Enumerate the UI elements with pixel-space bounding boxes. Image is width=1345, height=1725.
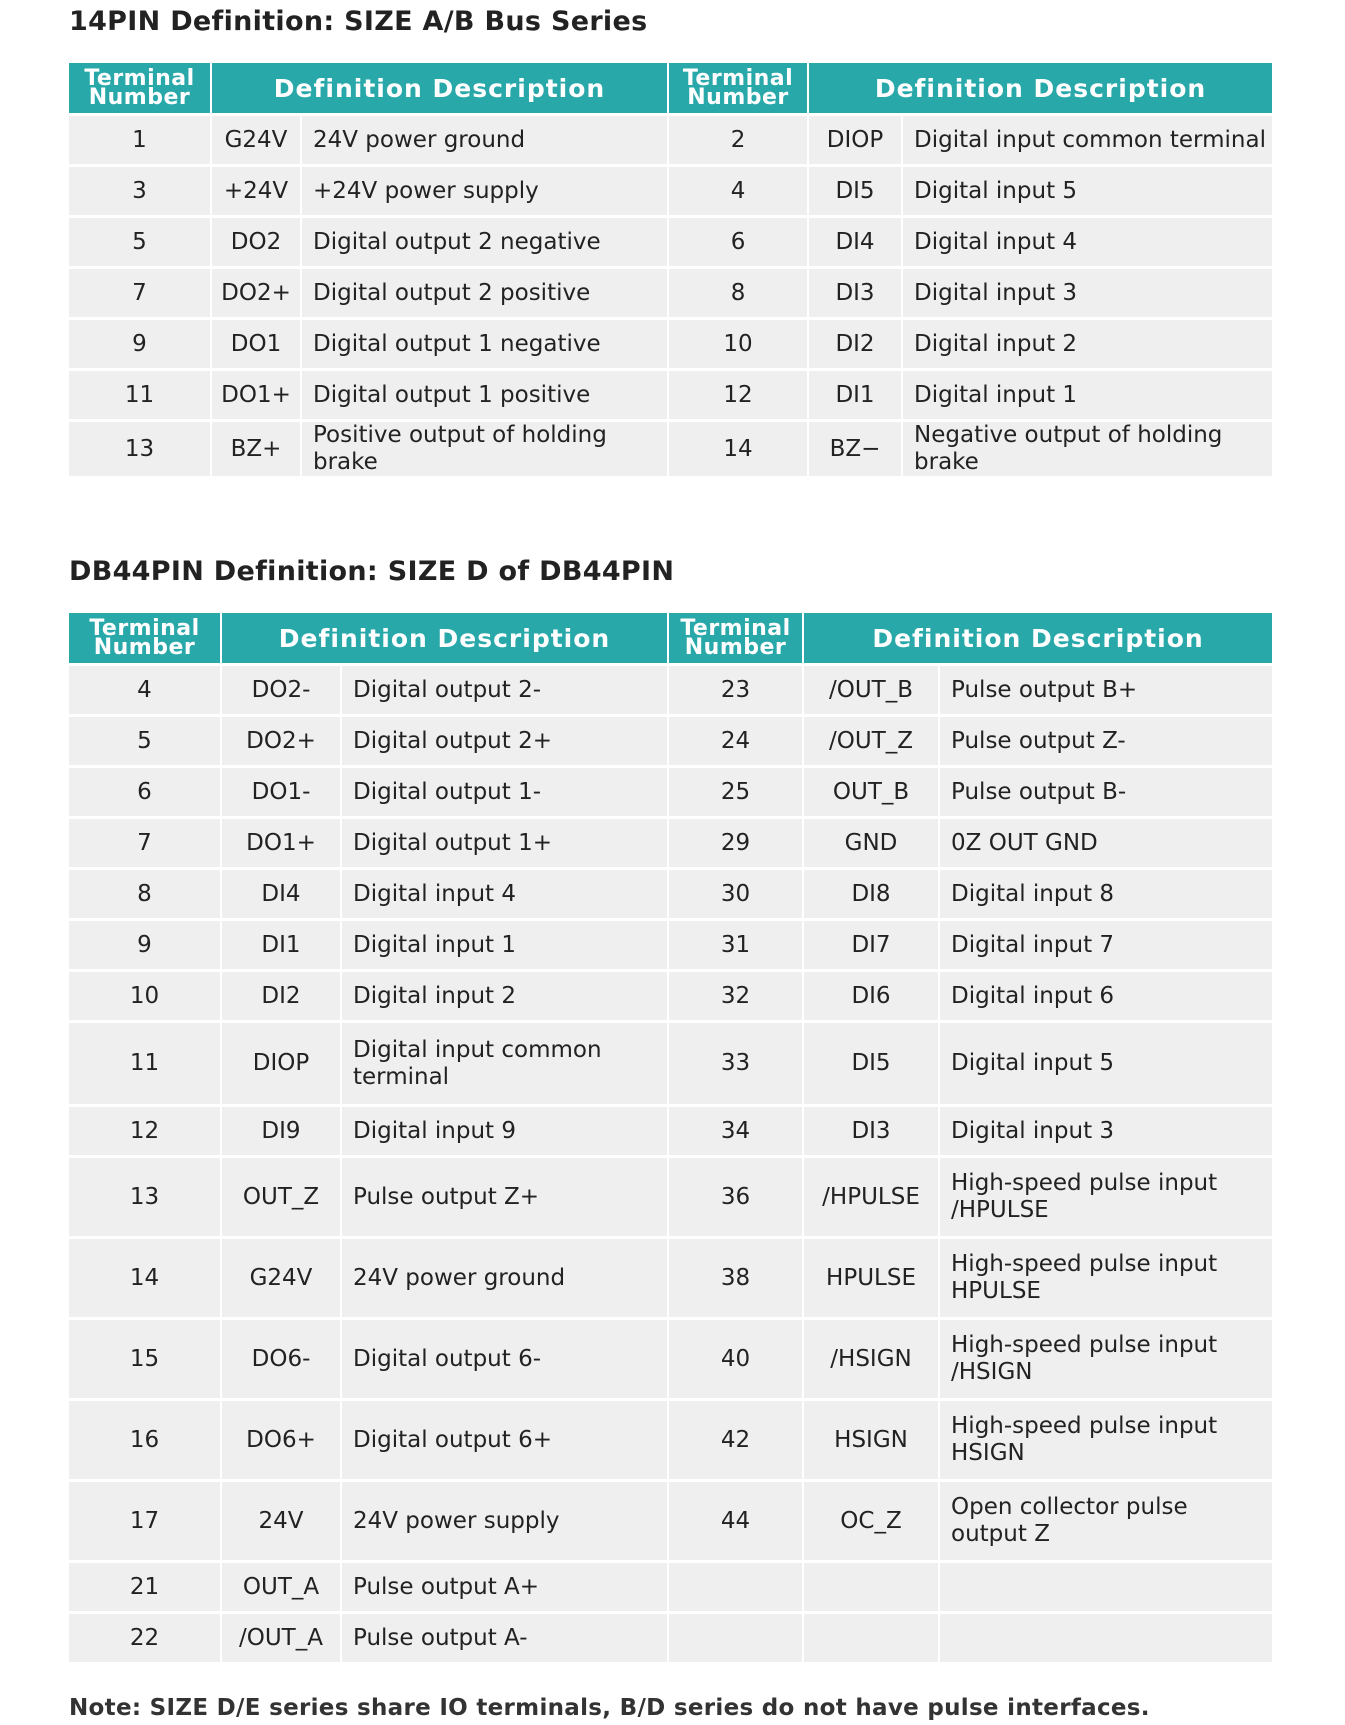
description-cell: Positive output of holding brake bbox=[301, 421, 668, 477]
description-cell: 24V power ground bbox=[301, 115, 668, 166]
table-row bbox=[69, 665, 1272, 716]
description-cell: Digital input 5 bbox=[902, 166, 1272, 217]
description-cell: Digital output 2 negative bbox=[301, 217, 668, 268]
terminal-number-cell: 31 bbox=[668, 920, 803, 971]
section-title-14pin: 14PIN Definition: SIZE A/B Bus Series bbox=[69, 6, 648, 37]
description-cell: High-speed pulse input /HSIGN bbox=[939, 1319, 1272, 1400]
description-cell: Digital input 1 bbox=[341, 920, 668, 971]
signal-name-cell: DI8 bbox=[803, 869, 939, 920]
signal-name-cell: 24V bbox=[221, 1481, 341, 1562]
signal-name-cell: DO2- bbox=[221, 665, 341, 716]
table-row bbox=[69, 268, 1272, 319]
table-row bbox=[69, 1106, 1272, 1157]
terminal-number-cell: 12 bbox=[69, 1106, 221, 1157]
description-cell: 24V power ground bbox=[341, 1238, 668, 1319]
description-cell: Digital output 2+ bbox=[341, 716, 668, 767]
description-cell: Digital input 4 bbox=[341, 869, 668, 920]
signal-name-cell: DI5 bbox=[803, 1022, 939, 1106]
signal-name-cell: DI9 bbox=[221, 1106, 341, 1157]
description-cell: Digital output 1 negative bbox=[301, 319, 668, 370]
table-row bbox=[69, 1613, 1272, 1663]
terminal-number-cell: 2 bbox=[668, 115, 808, 166]
description-cell: Digital input 2 bbox=[902, 319, 1272, 370]
terminal-number-cell: 14 bbox=[668, 421, 808, 477]
table-row bbox=[69, 1319, 1272, 1400]
header-definition-description: Definition Description bbox=[808, 63, 1272, 115]
signal-name-cell: DI4 bbox=[808, 217, 902, 268]
signal-name-cell: DO1+ bbox=[221, 818, 341, 869]
terminal-number-cell: 38 bbox=[668, 1238, 803, 1319]
footnote: Note: SIZE D/E series share IO terminals, B/D series do not have pulse interfaces. bbox=[69, 1695, 1150, 1721]
description-cell: Pulse output A- bbox=[341, 1613, 668, 1663]
description-cell: Digital input 8 bbox=[939, 869, 1272, 920]
table-row bbox=[69, 1238, 1272, 1319]
signal-name-cell: DO1 bbox=[211, 319, 301, 370]
terminal-number-cell: 30 bbox=[668, 869, 803, 920]
terminal-number-cell: 6 bbox=[69, 767, 221, 818]
terminal-number-cell: 34 bbox=[668, 1106, 803, 1157]
terminal-number-cell: 3 bbox=[69, 166, 211, 217]
signal-name-cell: HSIGN bbox=[803, 1400, 939, 1481]
description-cell: Digital input 3 bbox=[902, 268, 1272, 319]
table-row bbox=[69, 319, 1272, 370]
terminal-number-cell: 8 bbox=[668, 268, 808, 319]
pin-table-db44pin bbox=[69, 613, 1272, 1662]
terminal-number-cell: 7 bbox=[69, 268, 211, 319]
terminal-number-cell: 10 bbox=[69, 971, 221, 1022]
header-definition-description: Definition Description bbox=[211, 63, 668, 115]
terminal-number-cell: 4 bbox=[69, 665, 221, 716]
description-cell: Digital output 1- bbox=[341, 767, 668, 818]
description-cell: High-speed pulse input HPULSE bbox=[939, 1238, 1272, 1319]
terminal-number-cell: 42 bbox=[668, 1400, 803, 1481]
table-row bbox=[69, 767, 1272, 818]
description-cell: Digital input common terminal bbox=[902, 115, 1272, 166]
signal-name-cell: DO1- bbox=[221, 767, 341, 818]
terminal-number-cell: 10 bbox=[668, 319, 808, 370]
terminal-number-cell: 33 bbox=[668, 1022, 803, 1106]
description-cell: Digital input 2 bbox=[341, 971, 668, 1022]
terminal-number-cell: 5 bbox=[69, 716, 221, 767]
terminal-number-cell: 14 bbox=[69, 1238, 221, 1319]
signal-name-cell: /OUT_A bbox=[221, 1613, 341, 1663]
signal-name-cell: DI2 bbox=[221, 971, 341, 1022]
header-terminal-number: Terminal Number bbox=[69, 613, 221, 665]
signal-name-cell: DO6- bbox=[221, 1319, 341, 1400]
description-cell: Pulse output B+ bbox=[939, 665, 1272, 716]
signal-name-cell bbox=[803, 1562, 939, 1613]
terminal-number-cell: 4 bbox=[668, 166, 808, 217]
terminal-number-cell: 29 bbox=[668, 818, 803, 869]
description-cell: Pulse output Z- bbox=[939, 716, 1272, 767]
terminal-number-cell: 44 bbox=[668, 1481, 803, 1562]
section-title-db44pin: DB44PIN Definition: SIZE D of DB44PIN bbox=[69, 556, 675, 587]
description-cell: 24V power supply bbox=[341, 1481, 668, 1562]
terminal-number-cell: 16 bbox=[69, 1400, 221, 1481]
description-cell: Digital input 7 bbox=[939, 920, 1272, 971]
table-row bbox=[69, 217, 1272, 268]
signal-name-cell: DO2+ bbox=[221, 716, 341, 767]
signal-name-cell: DI2 bbox=[808, 319, 902, 370]
description-cell: Pulse output Z+ bbox=[341, 1157, 668, 1238]
description-cell: Open collector pulse output Z bbox=[939, 1481, 1272, 1562]
description-cell bbox=[939, 1613, 1272, 1663]
signal-name-cell: G24V bbox=[211, 115, 301, 166]
table-row bbox=[69, 421, 1272, 477]
description-cell: Digital output 6+ bbox=[341, 1400, 668, 1481]
signal-name-cell: G24V bbox=[221, 1238, 341, 1319]
terminal-number-cell: 13 bbox=[69, 1157, 221, 1238]
signal-name-cell: OUT_Z bbox=[221, 1157, 341, 1238]
description-cell: Digital output 2- bbox=[341, 665, 668, 716]
table-row bbox=[69, 166, 1272, 217]
terminal-number-cell bbox=[668, 1613, 803, 1663]
table-row bbox=[69, 869, 1272, 920]
signal-name-cell: DI6 bbox=[803, 971, 939, 1022]
signal-name-cell: DI3 bbox=[808, 268, 902, 319]
description-cell: +24V power supply bbox=[301, 166, 668, 217]
table-row bbox=[69, 115, 1272, 166]
table-row bbox=[69, 1022, 1272, 1106]
signal-name-cell: DO2 bbox=[211, 217, 301, 268]
terminal-number-cell: 7 bbox=[69, 818, 221, 869]
signal-name-cell: OC_Z bbox=[803, 1481, 939, 1562]
terminal-number-cell: 9 bbox=[69, 319, 211, 370]
description-cell: Digital input 5 bbox=[939, 1022, 1272, 1106]
description-cell: 0Z OUT GND bbox=[939, 818, 1272, 869]
signal-name-cell: BZ+ bbox=[211, 421, 301, 477]
description-cell: Pulse output A+ bbox=[341, 1562, 668, 1613]
terminal-number-cell: 13 bbox=[69, 421, 211, 477]
signal-name-cell: DI5 bbox=[808, 166, 902, 217]
terminal-number-cell: 25 bbox=[668, 767, 803, 818]
terminal-number-cell: 32 bbox=[668, 971, 803, 1022]
signal-name-cell: DIOP bbox=[808, 115, 902, 166]
signal-name-cell: DO2+ bbox=[211, 268, 301, 319]
signal-name-cell: /HSIGN bbox=[803, 1319, 939, 1400]
terminal-number-cell: 5 bbox=[69, 217, 211, 268]
terminal-number-cell: 21 bbox=[69, 1562, 221, 1613]
signal-name-cell: DI7 bbox=[803, 920, 939, 971]
description-cell: Digital output 6- bbox=[341, 1319, 668, 1400]
signal-name-cell: DIOP bbox=[221, 1022, 341, 1106]
signal-name-cell: /OUT_B bbox=[803, 665, 939, 716]
terminal-number-cell: 24 bbox=[668, 716, 803, 767]
signal-name-cell: OUT_A bbox=[221, 1562, 341, 1613]
terminal-number-cell: 1 bbox=[69, 115, 211, 166]
terminal-number-cell: 8 bbox=[69, 869, 221, 920]
table-row bbox=[69, 818, 1272, 869]
terminal-number-cell: 22 bbox=[69, 1613, 221, 1663]
signal-name-cell: OUT_B bbox=[803, 767, 939, 818]
signal-name-cell: DI4 bbox=[221, 869, 341, 920]
terminal-number-cell: 23 bbox=[668, 665, 803, 716]
description-cell: Digital input 4 bbox=[902, 217, 1272, 268]
description-cell: Digital input 1 bbox=[902, 370, 1272, 421]
table-body bbox=[69, 665, 1272, 1663]
signal-name-cell: /OUT_Z bbox=[803, 716, 939, 767]
header-definition-description: Definition Description bbox=[221, 613, 668, 665]
description-cell: Digital output 1+ bbox=[341, 818, 668, 869]
table-header-row bbox=[69, 63, 1272, 115]
signal-name-cell: DO6+ bbox=[221, 1400, 341, 1481]
signal-name-cell bbox=[803, 1613, 939, 1663]
header-terminal-number: Terminal Number bbox=[668, 63, 808, 115]
terminal-number-cell: 17 bbox=[69, 1481, 221, 1562]
signal-name-cell: /HPULSE bbox=[803, 1157, 939, 1238]
table-row bbox=[69, 971, 1272, 1022]
signal-name-cell: DO1+ bbox=[211, 370, 301, 421]
terminal-number-cell bbox=[668, 1562, 803, 1613]
terminal-number-cell: 15 bbox=[69, 1319, 221, 1400]
signal-name-cell: GND bbox=[803, 818, 939, 869]
description-cell: Digital input 9 bbox=[341, 1106, 668, 1157]
description-cell: Digital input 6 bbox=[939, 971, 1272, 1022]
description-cell: Digital output 1 positive bbox=[301, 370, 668, 421]
terminal-number-cell: 11 bbox=[69, 370, 211, 421]
terminal-number-cell: 36 bbox=[668, 1157, 803, 1238]
table-row bbox=[69, 920, 1272, 971]
table-header-row bbox=[69, 613, 1272, 665]
table-body bbox=[69, 115, 1272, 477]
signal-name-cell: DI3 bbox=[803, 1106, 939, 1157]
description-cell: Digital input common terminal bbox=[341, 1022, 668, 1106]
signal-name-cell: DI1 bbox=[808, 370, 902, 421]
header-definition-description: Definition Description bbox=[803, 613, 1272, 665]
description-cell: Pulse output B- bbox=[939, 767, 1272, 818]
signal-name-cell: DI1 bbox=[221, 920, 341, 971]
table-row bbox=[69, 716, 1272, 767]
description-cell: High-speed pulse input HSIGN bbox=[939, 1400, 1272, 1481]
terminal-number-cell: 11 bbox=[69, 1022, 221, 1106]
pin-table-14pin bbox=[69, 63, 1272, 476]
description-cell: High-speed pulse input /HPULSE bbox=[939, 1157, 1272, 1238]
header-terminal-number: Terminal Number bbox=[668, 613, 803, 665]
description-cell: Negative output of holding brake bbox=[902, 421, 1272, 477]
description-cell bbox=[939, 1562, 1272, 1613]
signal-name-cell: BZ− bbox=[808, 421, 902, 477]
table-row bbox=[69, 1562, 1272, 1613]
terminal-number-cell: 40 bbox=[668, 1319, 803, 1400]
description-cell: Digital output 2 positive bbox=[301, 268, 668, 319]
description-cell: Digital input 3 bbox=[939, 1106, 1272, 1157]
table-row bbox=[69, 1157, 1272, 1238]
table-row bbox=[69, 370, 1272, 421]
signal-name-cell: HPULSE bbox=[803, 1238, 939, 1319]
terminal-number-cell: 12 bbox=[668, 370, 808, 421]
header-terminal-number: Terminal Number bbox=[69, 63, 211, 115]
table-row bbox=[69, 1481, 1272, 1562]
table-row bbox=[69, 1400, 1272, 1481]
signal-name-cell: +24V bbox=[211, 166, 301, 217]
terminal-number-cell: 9 bbox=[69, 920, 221, 971]
terminal-number-cell: 6 bbox=[668, 217, 808, 268]
